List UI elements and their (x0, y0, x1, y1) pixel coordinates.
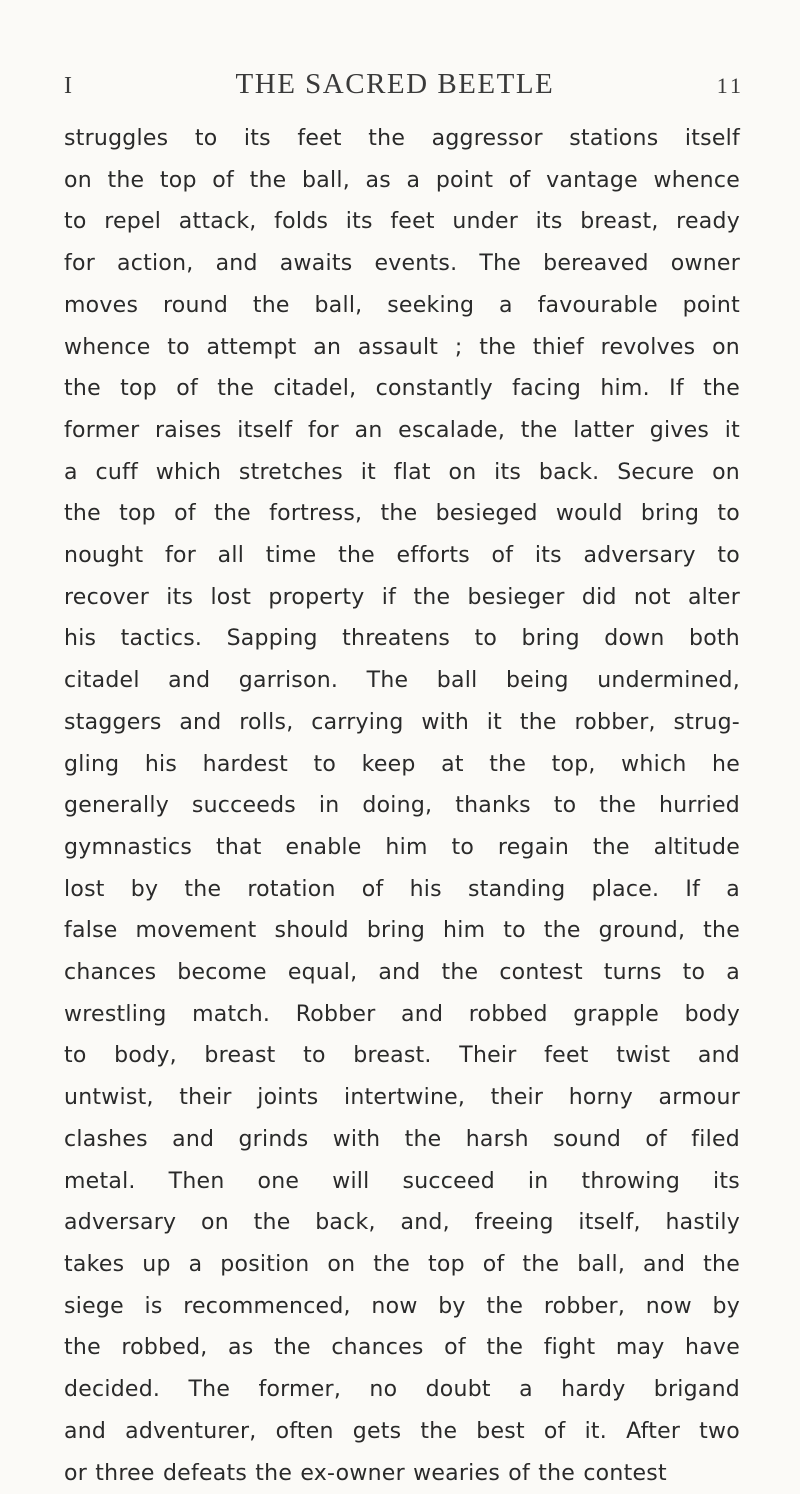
text-line: or three defeats the ex-owner wearies of the contest (64, 1453, 740, 1494)
text-line: moves round the ball, seeking a favourable point (64, 285, 740, 327)
text-line: staggers and rolls, carrying with it the robber, strug- (64, 702, 740, 744)
text-line: wrestling match. Robber and robbed grapple body (64, 994, 740, 1036)
text-line: citadel and garrison. The ball being undermined, (64, 660, 740, 702)
body-paragraph (64, 118, 740, 1494)
text-line: whence to attempt an assault ; the thief revolves on (64, 327, 740, 369)
running-title: THE SACRED BEETLE (236, 68, 555, 101)
text-line: metal. Then one will succeed in throwing its (64, 1161, 740, 1203)
text-line: clashes and grinds with the harsh sound of filed (64, 1119, 740, 1161)
text-line: struggles to its feet the aggressor stations itself (64, 118, 740, 160)
chapter-number: I (64, 73, 73, 100)
text-line: gling his hardest to keep at the top, which he (64, 744, 740, 786)
text-line: takes up a position on the top of the ball, and the (64, 1244, 740, 1286)
text-line: siege is recommenced, now by the robber, now by (64, 1286, 740, 1328)
text-line: the top of the citadel, constantly facing him. If the (64, 368, 740, 410)
text-line: recover its lost property if the besieger did not alter (64, 577, 740, 619)
text-line: for action, and awaits events. The bereaved owner (64, 243, 740, 285)
page-number: 11 (717, 73, 744, 99)
text-line: to repel attack, folds its feet under its breast, ready (64, 201, 740, 243)
text-line: untwist, their joints intertwine, their horny armour (64, 1077, 740, 1119)
text-line: former raises itself for an escalade, the latter gives it (64, 410, 740, 452)
text-line: chances become equal, and the contest turns to a (64, 952, 740, 994)
text-line: his tactics. Sapping threatens to bring down both (64, 618, 740, 660)
text-line: false movement should bring him to the ground, the (64, 910, 740, 952)
text-line: on the top of the ball, as a point of vantage whence (64, 160, 740, 202)
text-line: the robbed, as the chances of the fight may have (64, 1327, 740, 1369)
text-line: lost by the rotation of his standing place. If a (64, 869, 740, 911)
text-line: and adventurer, often gets the best of it. After two (64, 1411, 740, 1453)
text-line: adversary on the back, and, freeing itself, hastily (64, 1202, 740, 1244)
running-head (64, 68, 744, 108)
text-line: to body, breast to breast. Their feet twist and (64, 1035, 740, 1077)
text-line: gymnastics that enable him to regain the altitude (64, 827, 740, 869)
text-line: the top of the fortress, the besieged would bring to (64, 493, 740, 535)
text-line: generally succeeds in doing, thanks to the hurried (64, 785, 740, 827)
text-line: nought for all time the efforts of its adversary to (64, 535, 740, 577)
text-line: decided. The former, no doubt a hardy brigand (64, 1369, 740, 1411)
text-line: a cuff which stretches it flat on its back. Secure on (64, 452, 740, 494)
